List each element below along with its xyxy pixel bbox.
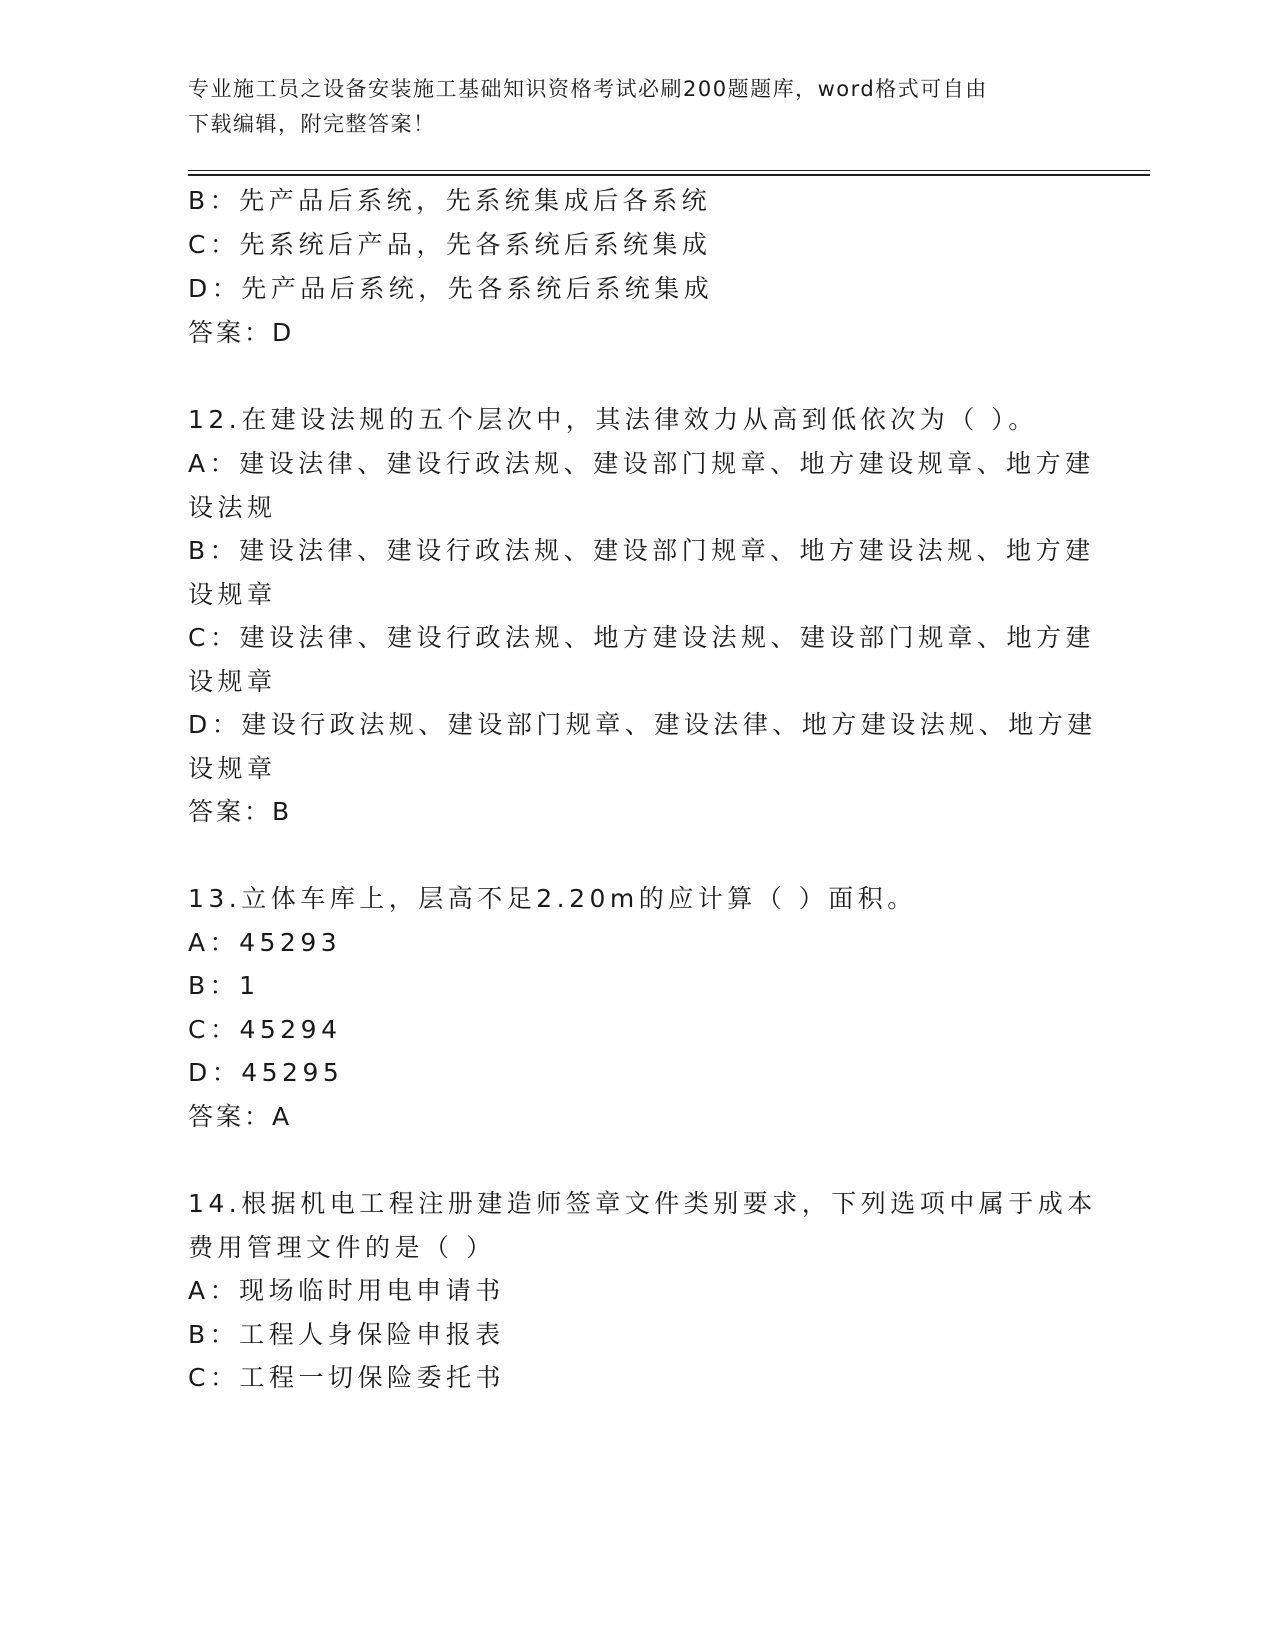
header-rule-thick — [188, 174, 1150, 176]
question-14-line2: 费用管理文件的是（ ） — [188, 1233, 496, 1262]
option-a-q12-line2: 设法规 — [188, 493, 277, 522]
option-d-q13: D：45295 — [188, 1058, 344, 1087]
document-header — [188, 72, 1068, 142]
option-c-q14: C：工程一切保险委托书 — [188, 1363, 505, 1392]
option-c-q12-line2: 设规章 — [188, 667, 277, 696]
option-c-q11: C：先系统后产品，先各系统后系统集成 — [188, 230, 712, 259]
option-d-q12-line1: D：建设行政法规、建设部门规章、建设法律、地方建设法规、地方建 — [188, 710, 1097, 739]
option-a-q14: A：现场临时用电申请书 — [188, 1276, 505, 1305]
option-d-q12-line2: 设规章 — [188, 754, 277, 783]
header-line-1: 专业施工员之设备安装施工基础知识资格考试必刷200题题库，word格式可自由 — [188, 77, 988, 101]
option-b-q12-line2: 设规章 — [188, 580, 277, 609]
header-line-2: 下载编辑，附完整答案！ — [188, 112, 436, 136]
option-b-q14: B：工程人身保险申报表 — [188, 1320, 505, 1349]
answer-q12: 答案：B — [188, 797, 293, 826]
question-13: 13.立体车库上，层高不足2.20m的应计算（ ）面积。 — [188, 884, 917, 913]
option-b-q12-line1: B：建设法律、建设行政法规、建设部门规章、地方建设法规、地方建 — [188, 536, 1095, 565]
option-a-q12-line1: A：建设法律、建设行政法规、建设部门规章、地方建设规章、地方建 — [188, 449, 1095, 478]
option-b-q11: B：先产品后系统，先系统集成后各系统 — [188, 186, 712, 215]
question-14-line1: 14.根据机电工程注册建造师签章文件类别要求，下列选项中属于成本 — [188, 1189, 1097, 1218]
option-c-q12-line1: C：建设法律、建设行政法规、地方建设法规、建设部门规章、地方建 — [188, 623, 1095, 652]
answer-q11: 答案：D — [188, 318, 295, 347]
answer-q13: 答案：A — [188, 1102, 293, 1131]
question-12: 12.在建设法规的五个层次中，其法律效力从高到低依次为（ ）。 — [188, 405, 1038, 434]
option-a-q13: A：45293 — [188, 928, 342, 957]
header-rule-thin — [188, 170, 1150, 171]
option-b-q13: B：1 — [188, 971, 260, 1000]
option-d-q11: D：先产品后系统，先各系统后系统集成 — [188, 274, 714, 303]
option-c-q13: C：45294 — [188, 1015, 342, 1044]
